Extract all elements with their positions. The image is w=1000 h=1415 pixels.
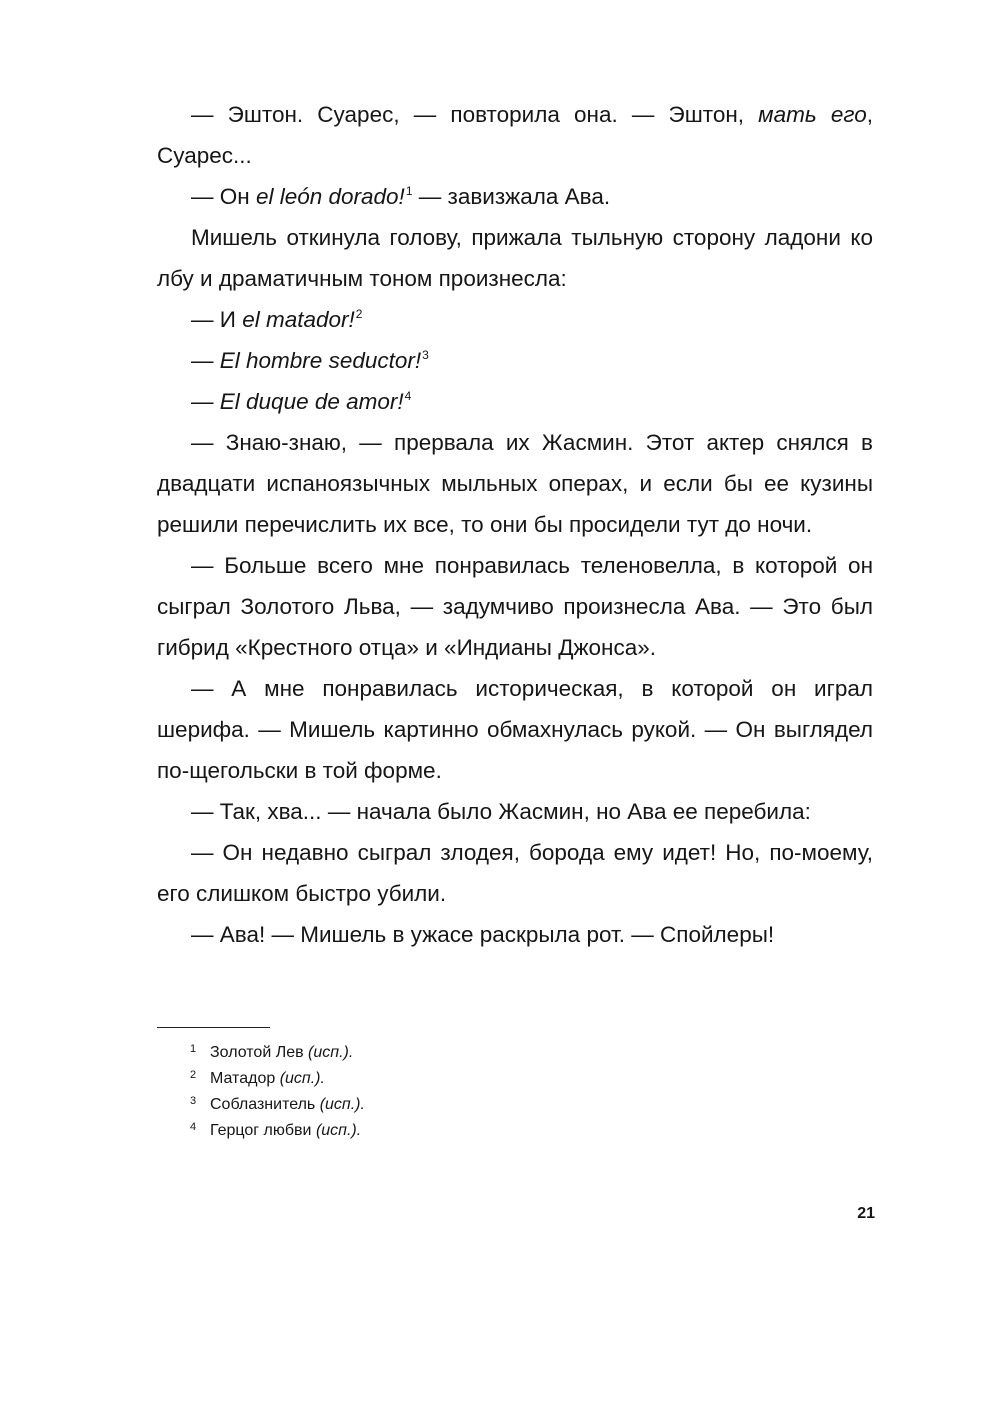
footnote-text: Золотой Лев — [210, 1044, 309, 1061]
footnote-language-note: (исп.). — [308, 1044, 354, 1061]
text-run: — Больше всего мне понравилась теленовелла, в которой он сыграл Золотого Льва, — задумчиво произнесла Ава. — Это был гибрид «Крестного отца» и «Индианы Джонса». — [157, 553, 873, 660]
paragraph — [157, 791, 873, 832]
italic-text: el león dorado! — [255, 184, 405, 209]
footnote: 1 Золотой Лев (исп.). — [190, 1043, 354, 1061]
text-run: — Эштон. Суарес, — повторила она. — Эштон, — [191, 102, 759, 127]
footnote-text: Герцог любви — [210, 1122, 316, 1139]
footnote-ref: 4 — [404, 389, 412, 403]
footnote-text: Матадор — [210, 1070, 280, 1087]
paragraph — [157, 914, 873, 955]
footnote: 4 Герцог любви (исп.). — [190, 1121, 362, 1139]
paragraph — [157, 545, 873, 668]
page-number: 21 — [857, 1205, 875, 1222]
footnote: 3 Соблазнитель (исп.). — [190, 1095, 365, 1113]
body-text — [157, 94, 873, 955]
text-run: — Он — [191, 184, 256, 209]
footnote-language-note: (исп.). — [279, 1070, 325, 1087]
text-run: — И — [191, 307, 243, 332]
text-run: — Так, хва... — начала было Жасмин, но Ава ее перебила: — [191, 799, 811, 824]
paragraph — [157, 832, 873, 914]
paragraph — [157, 422, 873, 545]
italic-text: El duque de amor! — [219, 389, 404, 414]
footnote-separator — [157, 1027, 270, 1028]
footnote-ref: 1 — [405, 184, 413, 198]
italic-text: мать его — [758, 102, 867, 127]
paragraph — [157, 94, 873, 176]
text-run: — — [191, 348, 220, 373]
text-run: , Суарес... — [157, 102, 873, 168]
text-run: — — [191, 389, 220, 414]
text-run: — А мне понравилась историческая, в которой он играл шерифа. — Мишель картинно обмахнулась рукой. — Он выглядел по-щегольски в той форме. — [157, 676, 873, 783]
text-run: — завизжала Ава. — [412, 184, 611, 209]
italic-text: El hombre seductor! — [219, 348, 422, 373]
paragraph — [157, 176, 873, 217]
paragraph — [157, 217, 873, 299]
paragraph — [157, 381, 873, 422]
italic-text: el matador! — [242, 307, 355, 332]
footnote-language-note: (исп.). — [319, 1096, 365, 1113]
text-run: — Он недавно сыграл злодея, борода ему идет! Но, по-моему, его слишком быстро убили. — [157, 840, 873, 906]
footnote-ref: 2 — [355, 307, 363, 321]
text-run: — Ава! — Мишель в ужасе раскрыла рот. — Спойлеры! — [191, 922, 775, 947]
footnote-ref: 3 — [422, 348, 429, 362]
paragraph — [157, 340, 873, 381]
paragraph — [157, 299, 873, 340]
text-run: — Знаю-знаю, — прервала их Жасмин. Этот актер снялся в двадцати испаноязычных мыльных операх, и если бы ее кузины решили перечислить их все, то они бы просидели тут до ночи. — [157, 430, 873, 537]
footnote-language-note: (исп.). — [315, 1122, 362, 1139]
footnote: 2 Матадор (исп.). — [190, 1069, 325, 1087]
footnote-text: Соблазнитель — [210, 1096, 320, 1113]
footnotes — [190, 1040, 365, 1144]
text-run: Мишель откинула голову, прижала тыльную сторону ладони ко лбу и драматичным тоном произнесла: — [157, 225, 873, 291]
paragraph — [157, 668, 873, 791]
